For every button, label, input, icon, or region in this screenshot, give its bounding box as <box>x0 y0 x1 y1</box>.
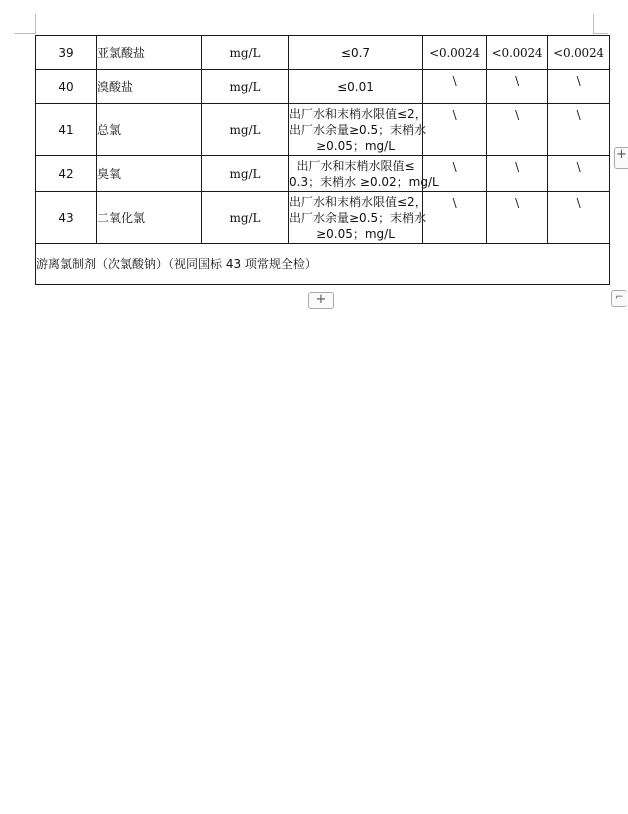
limit-cell[interactable] <box>289 70 423 104</box>
limit-line: 出厂水和末梢水限值≤ <box>296 158 415 173</box>
crop-mark-top-left-vertical <box>35 14 36 34</box>
table-row <box>36 104 610 156</box>
limit-line: 0.3；末梢水 ≥0.02；mg/L <box>289 174 439 189</box>
limit-cell[interactable] <box>289 192 427 244</box>
crop-mark-top-left-horizontal <box>14 33 35 34</box>
indicator-name[interactable]: 亚氯酸盐 <box>97 36 202 70</box>
table-row <box>36 36 610 70</box>
row-number[interactable]: 43 <box>36 192 97 244</box>
unit-cell[interactable]: mg/L <box>202 104 289 156</box>
result-cell[interactable]: \ <box>487 104 548 156</box>
limit-line: ≥0.05；mg/L <box>316 138 395 153</box>
unit-cell[interactable]: mg/L <box>202 70 289 104</box>
result-cell[interactable]: <0.0024 <box>423 36 487 70</box>
limit-cell[interactable] <box>289 156 439 192</box>
limit-cell[interactable] <box>289 36 423 70</box>
result-cell[interactable]: \ <box>487 192 548 244</box>
result-cell[interactable]: \ <box>548 156 610 192</box>
table-resize-handle-icon[interactable]: ⌐ <box>611 290 627 307</box>
unit-cell[interactable]: mg/L <box>202 156 289 192</box>
limit-line: 出厂水和末梢水限值≤2， <box>289 106 427 121</box>
result-cell[interactable]: \ <box>423 192 487 244</box>
unit-cell[interactable]: mg/L <box>202 36 289 70</box>
row-number[interactable]: 40 <box>36 70 97 104</box>
limit-line: 出厂水余量≥0.5；末梢水 <box>289 210 427 225</box>
result-cell[interactable]: \ <box>548 192 610 244</box>
add-column-button[interactable]: + <box>614 147 628 169</box>
result-cell[interactable]: \ <box>548 70 610 104</box>
result-cell[interactable]: \ <box>423 156 487 192</box>
add-row-button[interactable]: + <box>308 292 334 309</box>
row-number[interactable]: 42 <box>36 156 97 192</box>
result-cell[interactable]: \ <box>487 156 548 192</box>
water-quality-table <box>35 35 610 285</box>
footnote-cell[interactable]: 游离氯制剂（次氯酸钠）（视同国标 43 项常规全检） <box>36 244 610 285</box>
limit-line: ≥0.05；mg/L <box>316 226 395 241</box>
result-cell[interactable]: <0.0024 <box>548 36 610 70</box>
row-number[interactable]: 39 <box>36 36 97 70</box>
limit-line: 出厂水和末梢水限值≤2， <box>289 194 427 209</box>
indicator-name[interactable]: 总氯 <box>97 104 202 156</box>
limit-line: ≤0.7 <box>340 45 371 60</box>
indicator-name[interactable]: 臭氧 <box>97 156 202 192</box>
table-row <box>36 192 610 244</box>
result-cell[interactable]: <0.0024 <box>487 36 548 70</box>
limit-line: 出厂水余量≥0.5；末梢水 <box>289 122 427 137</box>
result-cell[interactable]: \ <box>423 70 487 104</box>
crop-mark-top-right-vertical <box>593 14 594 34</box>
crop-mark-top-right-horizontal <box>594 33 608 34</box>
table-row <box>36 156 610 192</box>
indicator-name[interactable]: 溴酸盐 <box>97 70 202 104</box>
result-cell[interactable]: \ <box>487 70 548 104</box>
result-cell[interactable]: \ <box>548 104 610 156</box>
table-row <box>36 244 610 285</box>
indicator-name[interactable]: 二氧化氯 <box>97 192 202 244</box>
row-number[interactable]: 41 <box>36 104 97 156</box>
unit-cell[interactable]: mg/L <box>202 192 289 244</box>
limit-cell[interactable] <box>289 104 427 156</box>
result-cell[interactable]: \ <box>423 104 487 156</box>
limit-line: ≤0.01 <box>337 79 374 94</box>
table-row <box>36 70 610 104</box>
